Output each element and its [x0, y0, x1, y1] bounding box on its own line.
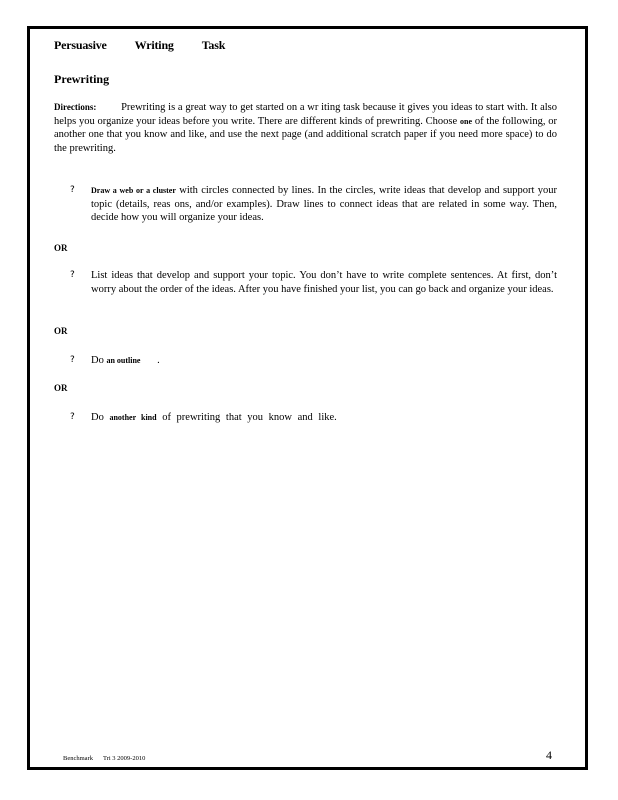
option-prefix: Do [91, 355, 104, 366]
bullet-icon: ? [70, 270, 75, 280]
option-bold: an outline [106, 356, 141, 365]
list-item [70, 411, 557, 425]
option-suffix: . [157, 355, 160, 366]
list-item [70, 269, 557, 296]
option-text [91, 184, 557, 225]
page-number: 4 [546, 748, 552, 762]
option-suffix: of prewriting that you know and like. [162, 412, 337, 423]
directions-label: Directions: [54, 102, 97, 112]
option-body: with circles connected by lines. In the circles, write ideas that develop and support your topic (details, reas ons, and/or examples). Draw lines to connect ideas that are related in some way. Then, decide how you will organize your ideas. [91, 185, 558, 224]
directions-text-after: of the following, or another one that you know and like, and use the next page (and additional scratch paper if you need more space) to do the prewriting. [54, 115, 558, 154]
or-separator: OR [54, 243, 68, 253]
title-word-2: Writing [134, 38, 174, 52]
option-body: List ideas that develop and support your topic. You don’t have to write complete sentences. At first, don’t worry about the order of the ideas. After you have finished your list, you can go back and organize your ideas. [91, 270, 557, 295]
directions-text-before: Prewriting is a great way to get started on a wr iting task because it gives you ideas to start with. It also helps you organize your ideas before you write. There are different kinds of prewriting. Choose [54, 102, 558, 127]
directions-emphasis: one [460, 116, 472, 126]
directions-paragraph [54, 101, 557, 155]
option-text [91, 354, 557, 368]
or-separator: OR [54, 326, 68, 336]
list-item [70, 354, 557, 368]
footer-benchmark: Benchmark [63, 755, 93, 762]
bullet-icon: ? [70, 412, 75, 422]
option-bold: another kind [109, 413, 157, 422]
page-title [54, 38, 225, 53]
section-heading: Prewriting [54, 72, 110, 86]
option-prefix: Do [91, 412, 104, 423]
title-word-1: Persuasive [54, 38, 107, 52]
bullet-icon: ? [70, 185, 75, 195]
list-item [70, 184, 557, 225]
footer-info [63, 755, 145, 762]
or-separator: OR [54, 383, 68, 393]
title-word-3: Task [201, 38, 226, 52]
document-page [27, 26, 588, 770]
option-bold: Draw a web or a cluster [91, 186, 176, 195]
option-text [91, 411, 557, 425]
footer-term: Tri 3 2009-2010 [102, 755, 146, 762]
bullet-icon: ? [70, 355, 75, 365]
